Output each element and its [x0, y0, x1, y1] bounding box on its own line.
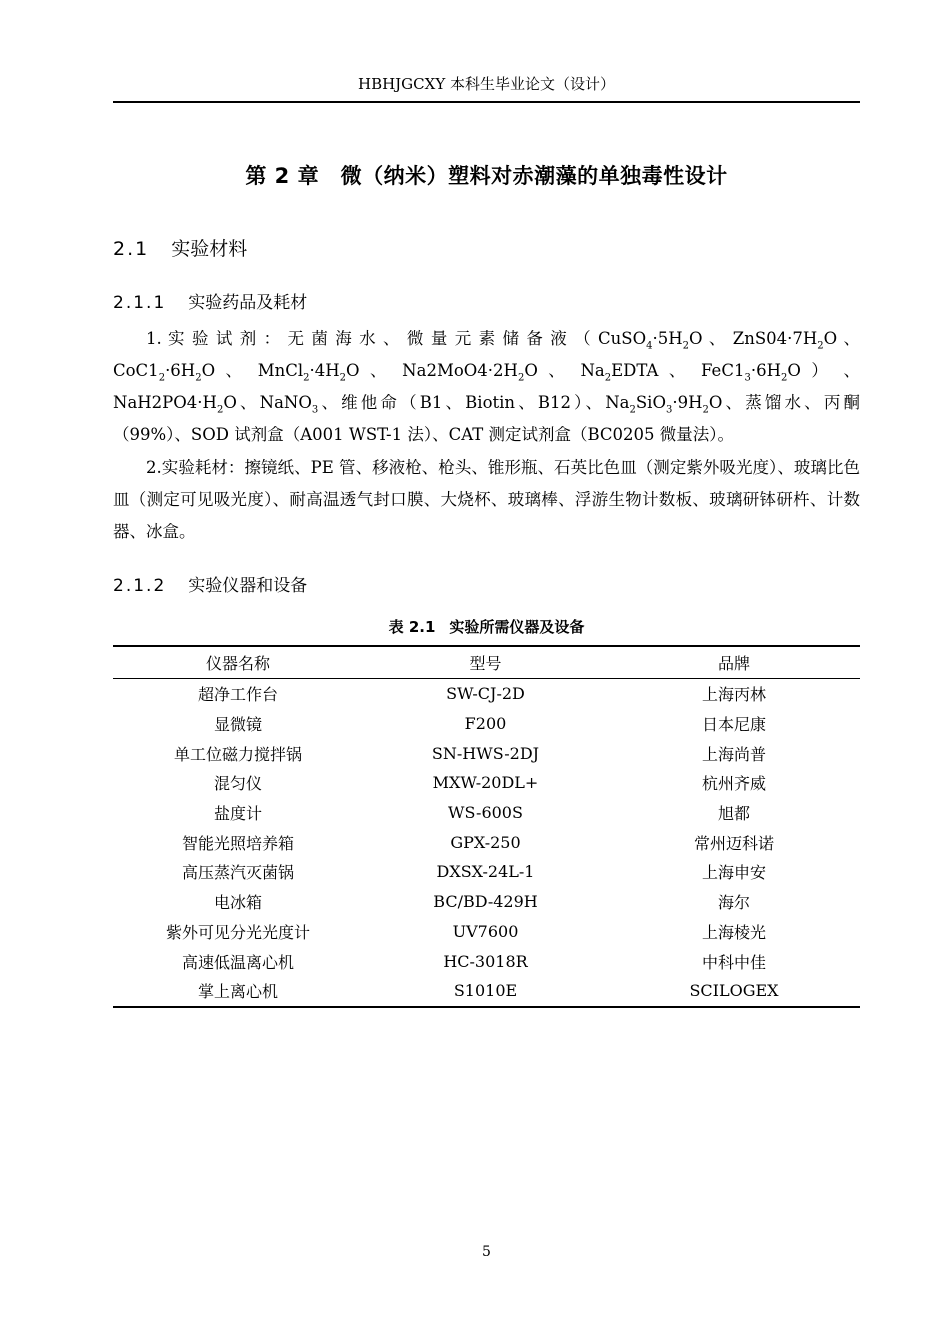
table-cell: 智能光照培养箱: [181, 833, 294, 853]
equipment-table: [113, 645, 860, 1008]
table-row: [113, 976, 860, 1007]
table-cell: BC/BD-429H: [433, 892, 538, 912]
table-cell: 常州迈科诺: [693, 833, 774, 853]
table-cell: SCILOGEX: [608, 976, 860, 1007]
table-cell: 混匀仪: [213, 774, 262, 794]
section-title: 实验材料: [171, 238, 248, 260]
table-cell: S1010E: [363, 976, 608, 1007]
table-cell: 盐度计: [213, 804, 262, 824]
subsection-number: 2.1.2: [113, 576, 167, 596]
table-header-row: [113, 646, 860, 679]
table-cell: GPX-250: [450, 832, 521, 852]
table-caption-number: 表 2.1: [388, 618, 436, 636]
section-heading: [113, 234, 247, 261]
table-cell: 掌上离心机: [113, 976, 363, 1007]
table-cell: 上海申安: [701, 863, 766, 883]
table-row: [113, 857, 860, 887]
consumables-paragraph: 2.实验耗材：擦镜纸、PE 管、移液枪、枪头、锥形瓶、石英比色皿（测定紫外吸光度）、玻璃比色皿（测定可见吸光度）、耐高温透气封口膜、大烧杯、玻璃棒、浮游生物计数板、玻璃研钵研杵、计数器、冰盒。: [113, 458, 860, 541]
table-cell: 上海棱光: [701, 922, 766, 942]
table-cell: 日本尼康: [701, 715, 766, 735]
table-cell: 紫外可见分光光度计: [165, 922, 310, 942]
header-cell-name: 仪器名称: [113, 646, 363, 679]
table-row: [113, 887, 860, 917]
table-cell: 海尔: [717, 893, 750, 913]
table-cell: UV7600: [452, 921, 519, 941]
table-row: [113, 798, 860, 828]
table-cell: 显微镜: [213, 715, 262, 735]
table-row: [113, 738, 860, 768]
reagents-paragraph: 1. 实 验 试 剂 ： 无 菌 海 水 、 微 量 元 素 储 备 液 （ $CuSO_4\cdot 5H_2O$ 、 $ZnS04\cdot 7H_2O$ 、 $CoC1_2\cdot 6H_2O$ 、 $MnCl_2\cdot 4H_2O$ 、 $Na2MoO4\cdot 2H_2O$ 、 $Na_2EDTA$ 、 $FeC1_3\cdot 6H_2O$ ） 、 $NaH2PO4\cdot H_2O$、NaNO$_3$、维他命（B1、Biotin、B12）、$Na_2SiO_3\cdot 9H_2O$、蒸馏水、丙酮（99%）、SOD 试剂盒（A001 WST-1 法）、CAT 测定试剂盒（BC0205 微量法）。: [113, 329, 860, 444]
page-number: 5: [482, 1244, 491, 1260]
subsection-heading-equipment: [113, 571, 307, 596]
table-cell: 高速低温离心机: [181, 952, 294, 972]
table-cell: 高压蒸汽灭菌锅: [181, 863, 294, 883]
table-caption: [113, 616, 860, 637]
table-caption-title: 实验所需仪器及设备: [449, 618, 585, 636]
table-cell: SN-HWS-2DJ: [431, 743, 540, 763]
header-cell-model: 型号: [363, 646, 608, 679]
table-cell: SW-CJ-2D: [446, 684, 525, 704]
table-cell: 上海丙林: [701, 685, 766, 705]
running-header: HBHJGCXY 本科生毕业论文（设计）: [357, 75, 615, 93]
table-cell: WS-600S: [448, 803, 523, 823]
table-cell: 中科中佳: [701, 952, 766, 972]
table-row: [113, 768, 860, 798]
table-cell: MXW-20DL+: [432, 773, 539, 793]
table-cell: DXSX-24L-1: [436, 862, 535, 882]
subsection-title: 实验药品及耗材: [188, 293, 308, 313]
subsection-number: 2.1.1: [113, 293, 167, 313]
section-number: 2.1: [113, 238, 150, 260]
table-row: [113, 679, 860, 709]
table-row: [113, 827, 860, 857]
chapter-title: 第 2 章 微（纳米）塑料对赤潮藻的单独毒性设计: [245, 164, 728, 188]
table-row: [113, 917, 860, 947]
table-cell: 上海尚普: [701, 744, 766, 764]
table-cell: 电冰箱: [213, 893, 262, 913]
header-rule: [113, 101, 860, 103]
subsection-title: 实验仪器和设备: [188, 576, 308, 596]
table-cell: 杭州齐威: [701, 774, 766, 794]
subsection-heading-materials: [113, 288, 307, 313]
table-cell: 单工位磁力搅拌锅: [173, 744, 302, 764]
table-cell: F200: [464, 714, 507, 734]
table-row: [113, 709, 860, 739]
header-cell-brand: 品牌: [608, 646, 860, 679]
table-cell: 超净工作台: [197, 685, 278, 705]
table-cell: HC-3018R: [443, 951, 528, 971]
table-cell: 旭都: [717, 804, 750, 824]
table-row: [113, 946, 860, 976]
